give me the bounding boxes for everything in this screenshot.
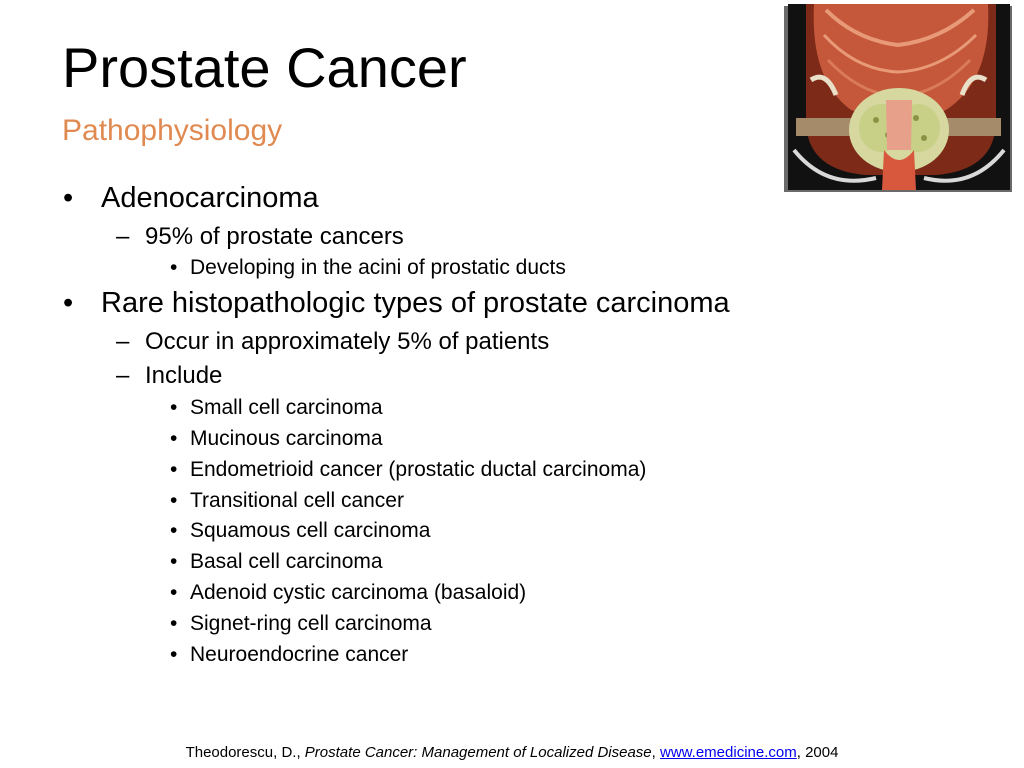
list-item <box>116 223 404 251</box>
citation-link[interactable]: www.emedicine.com <box>660 744 797 761</box>
list-item <box>170 643 409 667</box>
bullet-marker: • <box>170 427 178 450</box>
bullet-text: Endometrioid cancer (prostatic ductal carcinoma) <box>190 458 647 481</box>
list-item <box>116 362 223 390</box>
bullet-text: Developing in the acini of prostatic ducts <box>190 256 566 279</box>
bullet-text: Basal cell carcinoma <box>190 550 383 573</box>
list-item <box>170 489 404 513</box>
bullet-text: Adenocarcinoma <box>101 182 319 214</box>
bullet-marker: • <box>63 182 74 214</box>
bullet-marker: • <box>170 612 178 635</box>
bullet-marker: • <box>170 519 178 542</box>
list-item <box>170 550 383 574</box>
list-item <box>170 396 383 420</box>
bullet-text: Mucinous carcinoma <box>190 427 383 450</box>
list-item <box>63 287 730 320</box>
bullet-text: Rare histopathologic types of prostate carcinoma <box>101 287 730 319</box>
bullet-text: Neuroendocrine cancer <box>190 643 409 666</box>
list-item <box>170 458 647 482</box>
dash-marker: – <box>116 223 130 250</box>
bullet-marker: • <box>170 489 178 512</box>
bullet-text: Include <box>145 362 223 389</box>
dash-marker: – <box>116 328 130 355</box>
bullet-text: Small cell carcinoma <box>190 396 383 419</box>
citation-separator: , <box>796 744 806 761</box>
list-item <box>170 612 432 636</box>
bullet-text: Transitional cell cancer <box>190 489 404 512</box>
bullet-text: Occur in approximately 5% of patients <box>145 328 550 355</box>
list-item <box>170 256 566 280</box>
bullet-text: Squamous cell carcinoma <box>190 519 431 542</box>
list-item <box>170 427 383 451</box>
citation-title: Prostate Cancer: Management of Localized Disease <box>304 744 652 761</box>
list-item <box>170 519 431 543</box>
dash-marker: – <box>116 362 130 389</box>
bullet-marker: • <box>170 396 178 419</box>
citation-author: Theodorescu, D., <box>185 744 305 761</box>
prostate-anatomy-illustration <box>766 0 1024 218</box>
bullet-text: Adenoid cystic carcinoma (basaloid) <box>190 581 527 604</box>
bullet-marker: • <box>170 256 178 279</box>
bullet-text: Signet-ring cell carcinoma <box>190 612 432 635</box>
list-item <box>116 328 550 356</box>
bullet-marker: • <box>170 643 178 666</box>
citation-separator: , <box>651 744 660 761</box>
bullet-text: 95% of prostate cancers <box>145 223 404 250</box>
citation-year: 2004 <box>805 744 839 761</box>
bullet-marker: • <box>63 287 74 319</box>
list-item <box>170 581 527 605</box>
bullet-marker: • <box>170 581 178 604</box>
slide-subtitle: Pathophysiology <box>62 114 283 147</box>
bullet-marker: • <box>170 550 178 573</box>
list-item <box>63 182 319 215</box>
citation-footer <box>0 744 1024 761</box>
slide-title: Prostate Cancer <box>62 36 467 99</box>
bullet-marker: • <box>170 458 178 481</box>
